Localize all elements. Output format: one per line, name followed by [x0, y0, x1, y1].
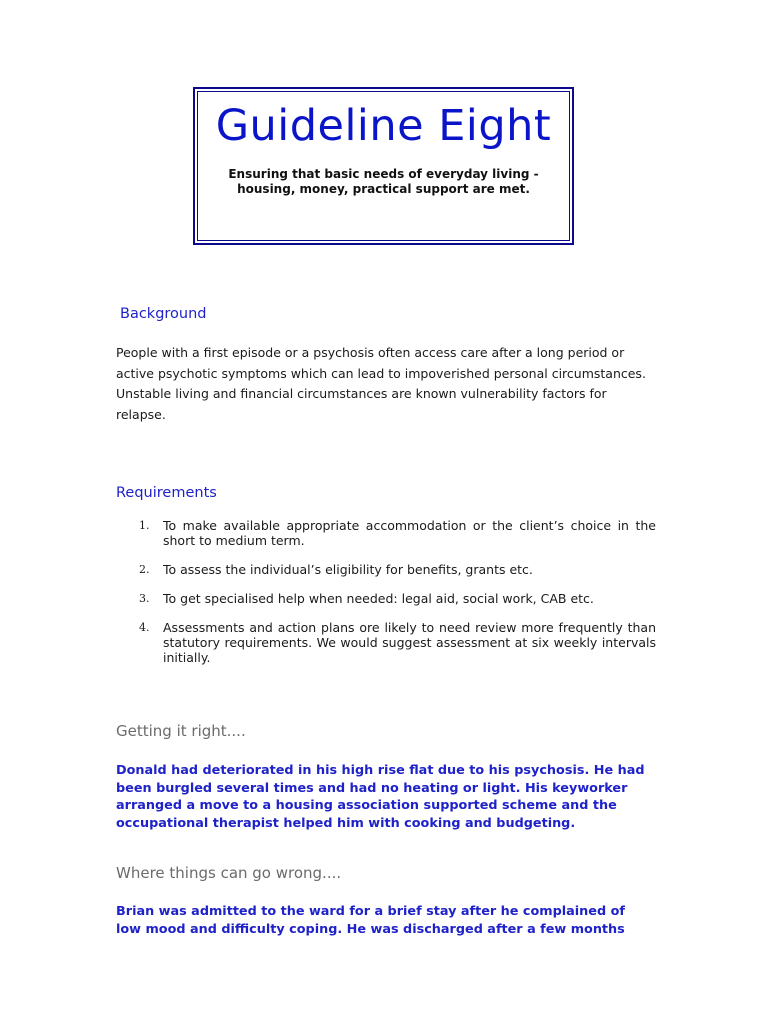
title-box [193, 87, 574, 245]
requirement-text: Assessments and action plans ore likely to need review more frequently than statutory requirements. We would suggest assessment at six weekly intervals initially. [163, 620, 656, 665]
requirement-item-3 [136, 591, 656, 606]
requirement-number: 3. [139, 592, 150, 605]
requirement-text: To assess the individual’s eligibility for benefits, grants etc. [163, 562, 533, 577]
requirements-list [136, 518, 656, 665]
page-subtitle [211, 167, 556, 197]
requirements-heading: Requirements [116, 485, 217, 501]
where-things-go-wrong-text: Brian was admitted to the ward for a brief stay after he complained of low mood and difficulty coping. He was discharged after a few months [116, 904, 625, 937]
requirement-number: 4. [139, 621, 150, 634]
page-title: Guideline Eight [215, 101, 552, 151]
subtitle-line-2: housing, money, practical support are met. [237, 182, 530, 196]
background-paragraph: People with a first episode or a psychosis often access care after a long period or active psychotic symptoms which can lead to impoverished personal circumstances. Unstable living and financial circumstances are known vulnerability factors for relapse. [116, 345, 646, 422]
requirement-item-2 [136, 562, 656, 577]
requirement-item-4 [136, 620, 656, 665]
requirement-number: 1. [139, 519, 150, 532]
subtitle-line-1: Ensuring that basic needs of everyday living - [228, 167, 539, 181]
background-heading: Background [120, 306, 207, 322]
requirement-number: 2. [139, 563, 150, 576]
getting-it-right-heading: Getting it right.... [116, 722, 246, 740]
requirement-text: To make available appropriate accommodation or the client’s choice in the short to medium term. [163, 518, 656, 548]
requirement-item-1 [136, 518, 656, 548]
where-things-go-wrong-heading: Where things can go wrong.... [116, 864, 342, 882]
getting-it-right-text: Donald had deteriorated in his high rise flat due to his psychosis. He had been burgled several times and had no heating or light. His keyworker arranged a move to a housing association supported scheme and the occupational therapist helped him with cooking and budgeting. [116, 763, 645, 831]
requirement-text: To get specialised help when needed: legal aid, social work, CAB etc. [163, 591, 594, 606]
